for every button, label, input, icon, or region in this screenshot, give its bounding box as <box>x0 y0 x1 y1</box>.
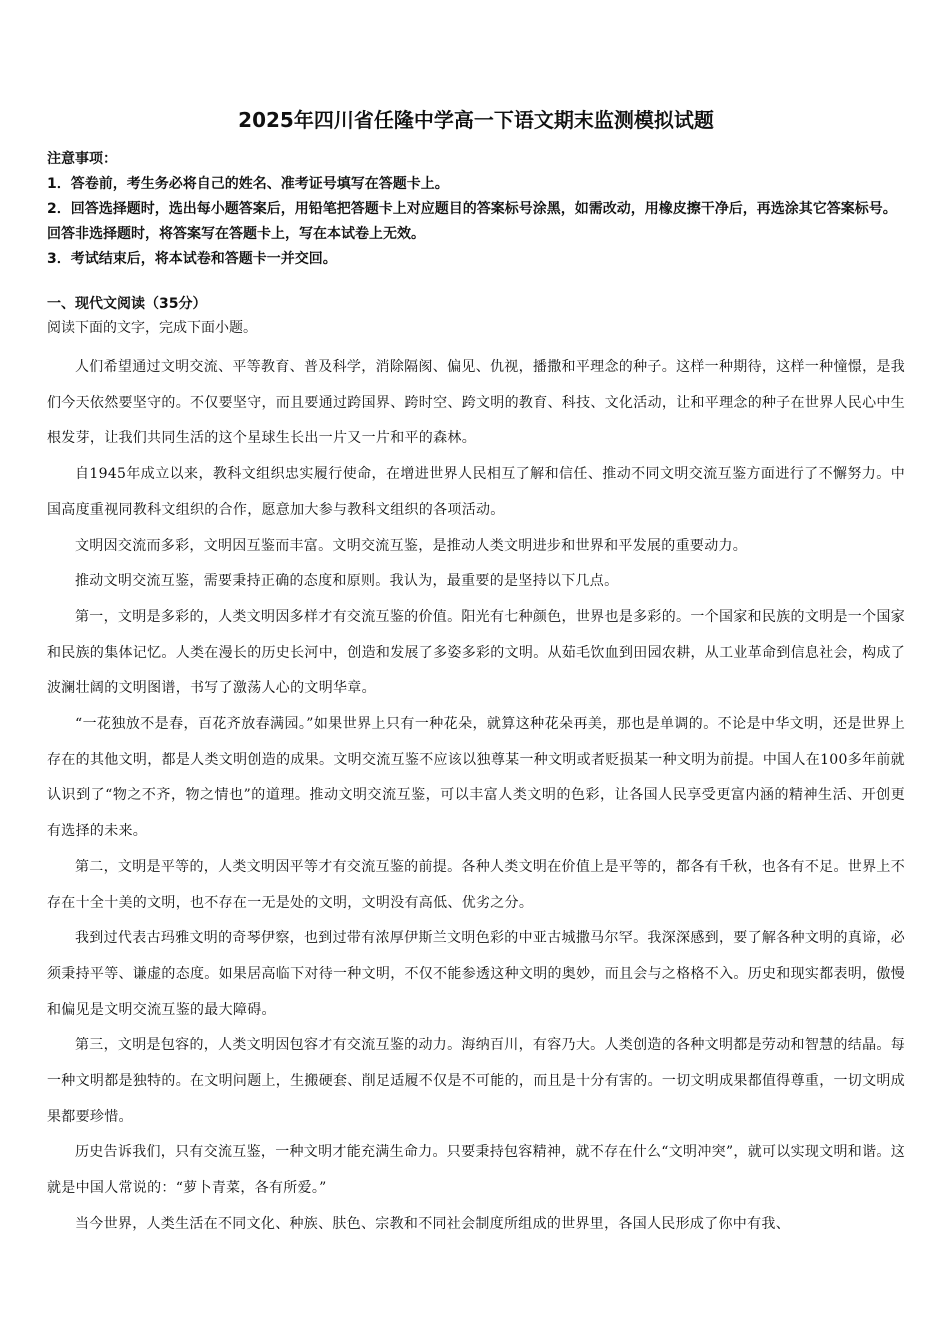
reading-instruction: 阅读下面的文字，完成下面小题。 <box>47 320 257 336</box>
passage-paragraph: 当今世界，人类生活在不同文化、种族、肤色、宗教和不同社会制度所组成的世界里，各国人民形成了你中有我、 <box>75 1215 790 1232</box>
notice-block <box>47 147 905 272</box>
section-heading: 一、现代文阅读（35分） <box>47 296 207 312</box>
reading-passage <box>47 350 905 1243</box>
notice-item-2: 2．回答选择题时，选出每小题答案后，用铅笔把答题卡上对应题目的答案标号涂黑，如需改动，用橡皮擦干净后，再选涂其它答案标号。回答非选择题时，将答案写在答题卡上，写在本试卷上无效。 <box>47 201 897 242</box>
passage-paragraph: 推动文明交流互鉴，需要秉持正确的态度和原则。我认为，最重要的是坚持以下几点。 <box>75 573 619 590</box>
passage-paragraph: 自1945年成立以来，教科文组织忠实履行使命，在增进世界人民相互了解和信任、推动不同文明交流互鉴方面进行了不懈努力。中国高度重视同教科文组织的合作，愿意加大参与教科文组织的各项活动。 <box>47 466 905 518</box>
passage-paragraph: 第二，文明是平等的，人类文明因平等才有交流互鉴的前提。各种人类文明在价值上是平等的，都各有千秋，也各有不足。世界上不存在十全十美的文明，也不存在一无是处的文明，文明没有高低、优劣之分。 <box>47 858 905 911</box>
notice-item-1: 1．答卷前，考生务必将自己的姓名、准考证号填写在答题卡上。 <box>47 176 449 192</box>
exam-title: 2025年四川省任隆中学高一下语文期末监测模拟试题 <box>238 108 714 132</box>
passage-paragraph: 我到过代表古玛雅文明的奇琴伊察，也到过带有浓厚伊斯兰文明色彩的中亚古城撒马尔罕。我深深感到，要了解各种文明的真谛，必须秉持平等、谦虚的态度。如果居高临下对待一种文明，不仅不能参透这种文明的奥妙，而且会与之格格不入。历史和现实都表明，傲慢和偏见是文明交流互鉴的最大障碍。 <box>47 930 905 1018</box>
notice-heading: 注意事项： <box>47 151 117 167</box>
notice-item-3: 3．考试结束后，将本试卷和答题卡一并交回。 <box>47 251 337 267</box>
passage-paragraph: 人们希望通过文明交流、平等教育、普及科学，消除隔阂、偏见、仇视，播撒和平理念的种子。这样一种期待，这样一种憧憬，是我们今天依然要坚守的。不仅要坚守，而且要通过跨国界、跨时空、跨文明的教育、科技、文化活动，让和平理念的种子在世界人民心中生根发芽，让我们共同生活的这个星球生长出一片又一片和平的森林。 <box>47 359 905 447</box>
passage-paragraph: 历史告诉我们，只有交流互鉴，一种文明才能充满生命力。只要秉持包容精神，就不存在什么“文明冲突”，就可以实现文明和谐。这就是中国人常说的：“萝卜青菜，各有所爱。” <box>47 1144 906 1197</box>
passage-paragraph: 第一，文明是多彩的，人类文明因多样才有交流互鉴的价值。阳光有七种颜色，世界也是多彩的。一个国家和民族的文明是一个国家和民族的集体记忆。人类在漫长的历史长河中，创造和发展了多姿多彩的文明。从茹毛饮血到田园农耕，从工业革命到信息社会，构成了波澜壮阔的文明图谱，书写了激荡人心的文明华章。 <box>47 608 905 697</box>
passage-paragraph: 文明因交流而多彩，文明因互鉴而丰富。文明交流互鉴，是推动人类文明进步和世界和平发展的重要动力。 <box>75 537 748 554</box>
passage-paragraph: “一花独放不是春，百花齐放春满园。”如果世界上只有一种花朵，就算这种花朵再美，那也是单调的。不论是中华文明，还是世界上存在的其他文明，都是人类文明创造的成果。文明交流互鉴不应该以独尊某一种文明或者贬损某一种文明为前提。中国人在100多年前就认识到了“物之不齐，物之情也”的道理。推动文明交流互鉴，可以丰富人类文明的色彩，让各国人民享受更富内涵的精神生活、开创更有选择的未来。 <box>47 716 905 840</box>
exam-page <box>47 105 905 1243</box>
passage-paragraph: 第三，文明是包容的，人类文明因包容才有交流互鉴的动力。海纳百川，有容乃大。人类创造的各种文明都是劳动和智慧的结晶。每一种文明都是独特的。在文明问题上，生搬硬套、削足适履不仅是不可能的，而且是十分有害的。一切文明成果都值得尊重，一切文明成果都要珍惜。 <box>47 1037 905 1125</box>
